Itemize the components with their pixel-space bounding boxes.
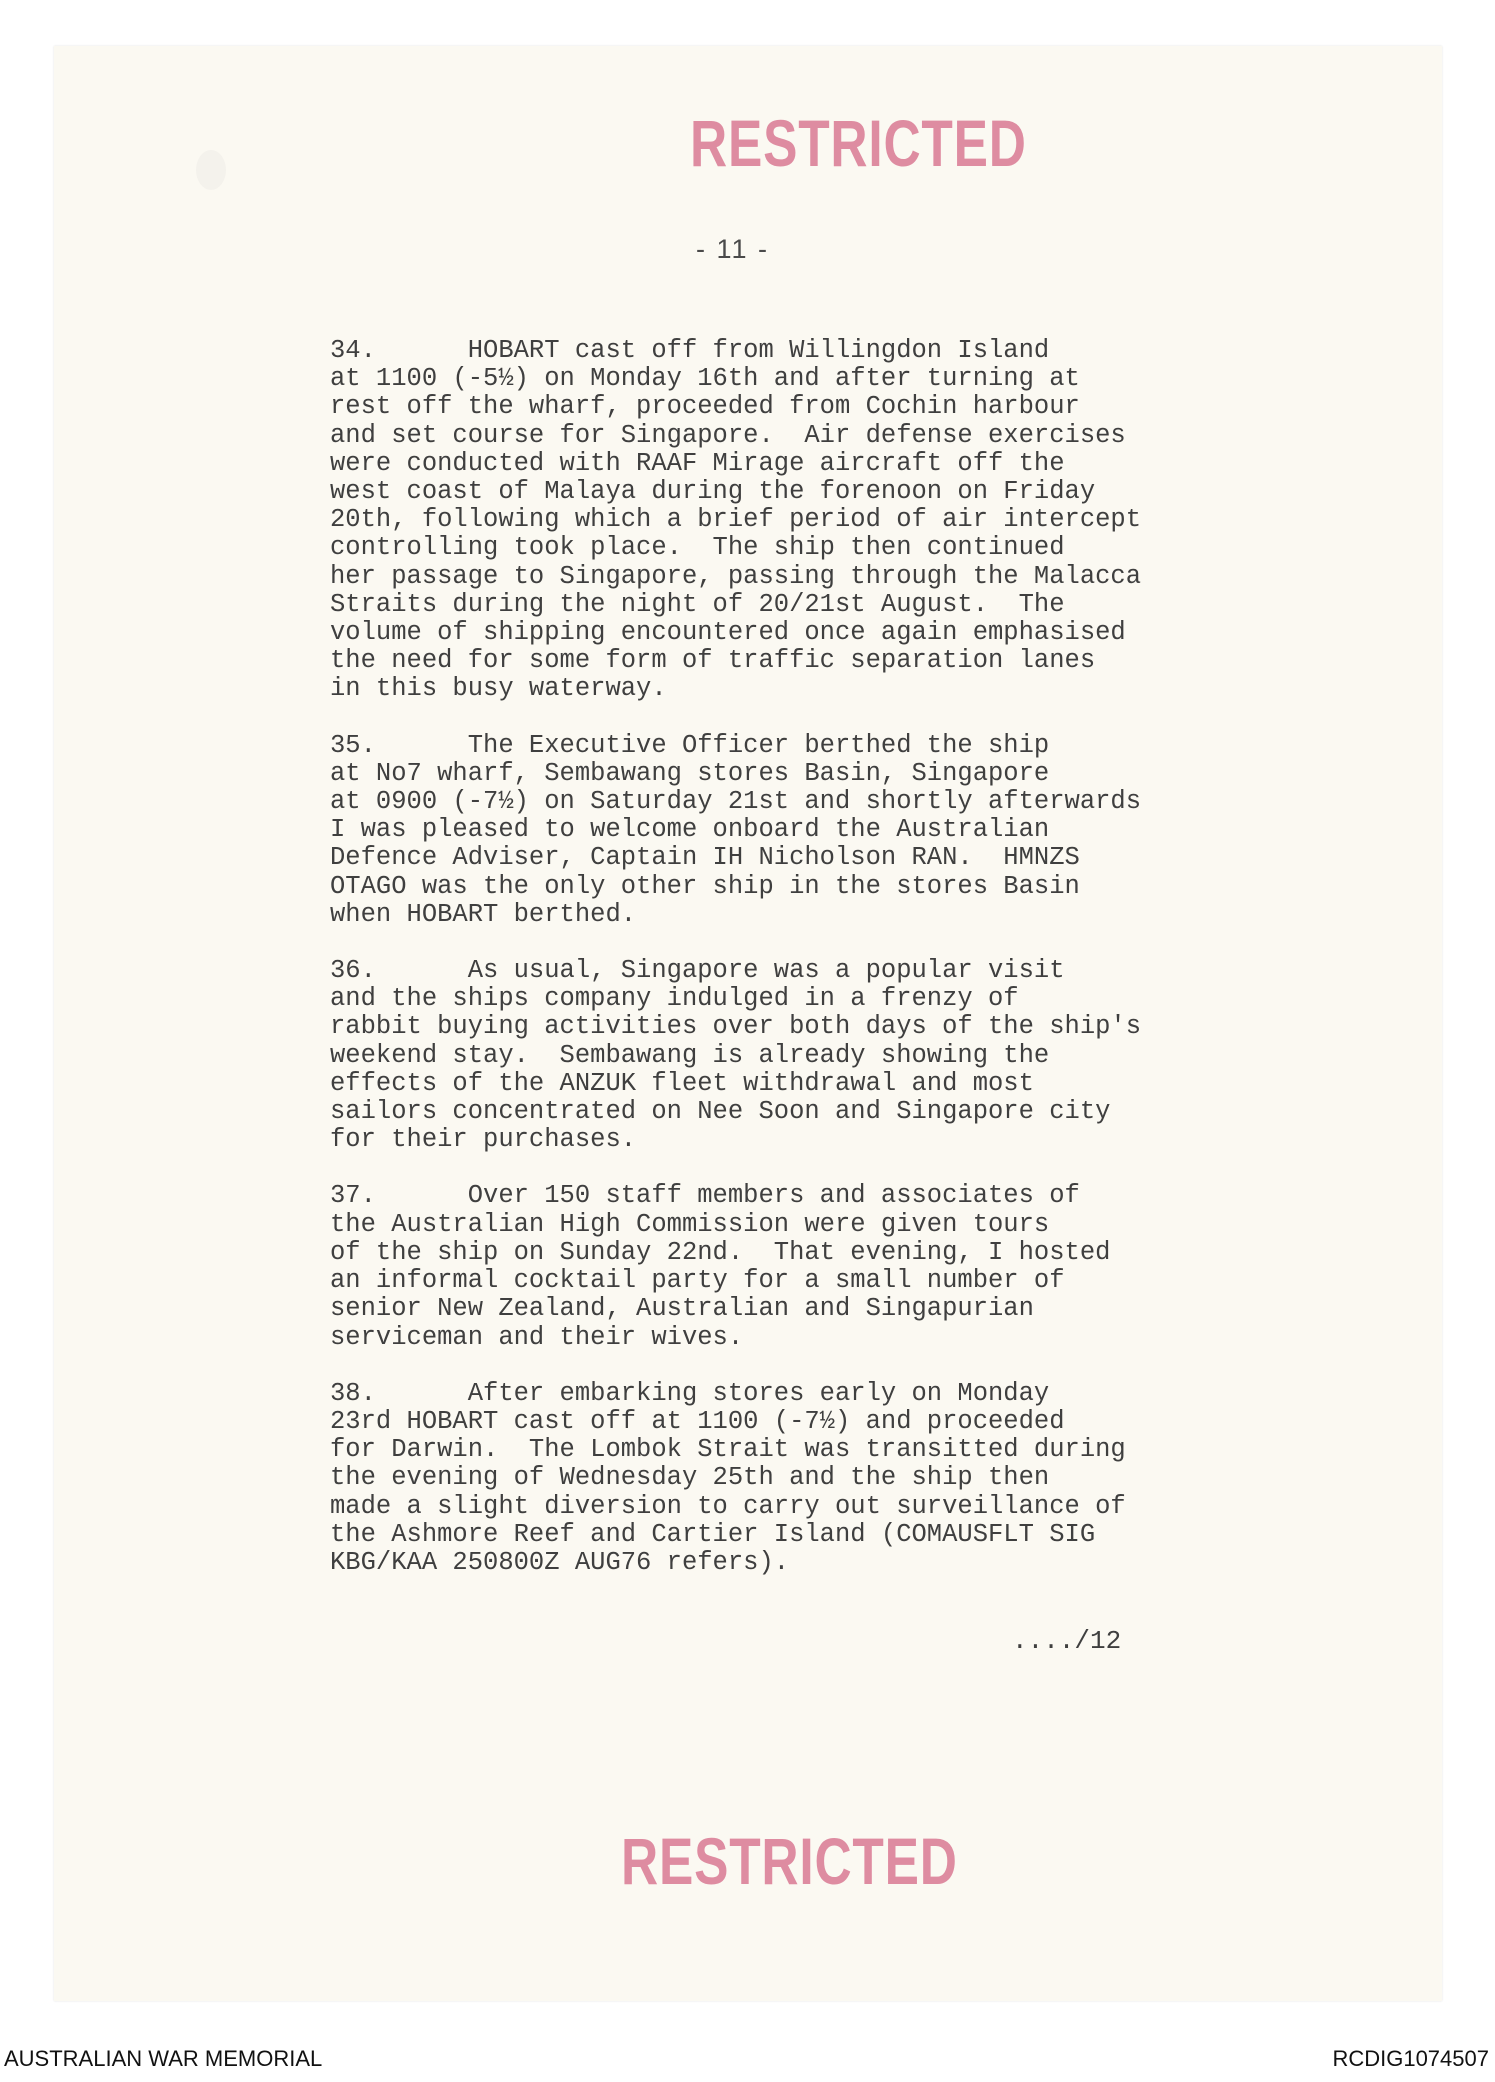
text-line: and set course for Singapore. Air defense exercises xyxy=(330,420,1126,450)
text-line: at No7 wharf, Sembawang stores Basin, Singapore xyxy=(330,758,1050,788)
text-line: west coast of Malaya during the forenoon on Friday xyxy=(330,477,1096,507)
text-line: the Ashmore Reef and Cartier Island (COMAUSFLT SIG xyxy=(330,1519,1096,1549)
text-line: weekend stay. Sembawang is already showing the xyxy=(330,1040,1050,1070)
text-line: the evening of Wednesday 25th and the ship then xyxy=(330,1463,1050,1493)
text-line: rabbit buying activities over both days of the ship's xyxy=(330,1012,1142,1042)
text-line: volume of shipping encountered once again emphasised xyxy=(330,618,1126,648)
paragraph-34 xyxy=(330,337,1230,704)
text-line: serviceman and their wives. xyxy=(330,1322,744,1352)
text-line: 34. HOBART cast off from Willingdon Island xyxy=(330,336,1050,365)
text-line: controlling took place. The ship then continued xyxy=(330,533,1065,563)
text-line: her passage to Singapore, passing through the Malacca xyxy=(330,561,1142,591)
text-line: of the ship on Sunday 22nd. That evening, I hosted xyxy=(330,1237,1111,1267)
text-line: an informal cocktail party for a small number of xyxy=(330,1266,1065,1296)
text-line: 23rd HOBART cast off at 1100 (-7½) and proceeded xyxy=(330,1406,1065,1436)
text-line: 38. After embarking stores early on Monday xyxy=(330,1378,1050,1408)
text-line: KBG/KAA 250800Z AUG76 refers). xyxy=(330,1547,790,1577)
restricted-stamp-bottom: RESTRICTED xyxy=(621,1824,958,1898)
paper-blemish xyxy=(196,150,226,190)
text-line: made a slight diversion to carry out surveillance of xyxy=(330,1491,1126,1521)
restricted-stamp-top: RESTRICTED xyxy=(690,106,1027,180)
text-line: the need for some form of traffic separation lanes xyxy=(330,646,1096,676)
page-number: - 11 - xyxy=(696,234,770,264)
text-line: OTAGO was the only other ship in the stores Basin xyxy=(330,871,1080,901)
text-line: at 1100 (-5½) on Monday 16th and after turning at xyxy=(330,364,1080,394)
text-line: were conducted with RAAF Mirage aircraft off the xyxy=(330,448,1065,478)
text-line: Straits during the night of 20/21st August. The xyxy=(330,589,1065,619)
text-line: for Darwin. The Lombok Strait was transitted during xyxy=(330,1435,1126,1465)
text-line: in this busy waterway. xyxy=(330,674,667,704)
document-body xyxy=(330,337,1230,1605)
continuation-marker: ..../12 xyxy=(1012,1626,1122,1656)
text-line: and the ships company indulged in a frenzy of xyxy=(330,984,1019,1014)
text-line: 35. The Executive Officer berthed the ship xyxy=(330,730,1050,760)
text-line: Defence Adviser, Captain IH Nicholson RAN. HMNZS xyxy=(330,843,1080,873)
text-line: when HOBART berthed. xyxy=(330,899,637,929)
text-line: 36. As usual, Singapore was a popular visit xyxy=(330,956,1065,986)
footer-archive-name: AUSTRALIAN WAR MEMORIAL xyxy=(4,2046,323,2071)
paragraph-38 xyxy=(330,1380,1230,1577)
paragraph-35 xyxy=(330,732,1230,929)
text-line: 20th, following which a brief period of air intercept xyxy=(330,505,1142,535)
text-line: I was pleased to welcome onboard the Australian xyxy=(330,815,1050,845)
text-line: effects of the ANZUK fleet withdrawal and most xyxy=(330,1068,1034,1098)
footer-record-id: RCDIG1074507 xyxy=(1332,2046,1489,2071)
text-line: 37. Over 150 staff members and associates of xyxy=(330,1181,1080,1211)
text-line: rest off the wharf, proceeded from Cochin harbour xyxy=(330,392,1080,422)
paragraph-36 xyxy=(330,957,1230,1154)
text-line: senior New Zealand, Australian and Singapurian xyxy=(330,1294,1034,1324)
text-line: for their purchases. xyxy=(330,1125,637,1155)
text-line: sailors concentrated on Nee Soon and Singapore city xyxy=(330,1097,1111,1127)
text-line: at 0900 (-7½) on Saturday 21st and shortly afterwards xyxy=(330,787,1142,817)
paragraph-37 xyxy=(330,1182,1230,1351)
text-line: the Australian High Commission were given tours xyxy=(330,1209,1050,1239)
